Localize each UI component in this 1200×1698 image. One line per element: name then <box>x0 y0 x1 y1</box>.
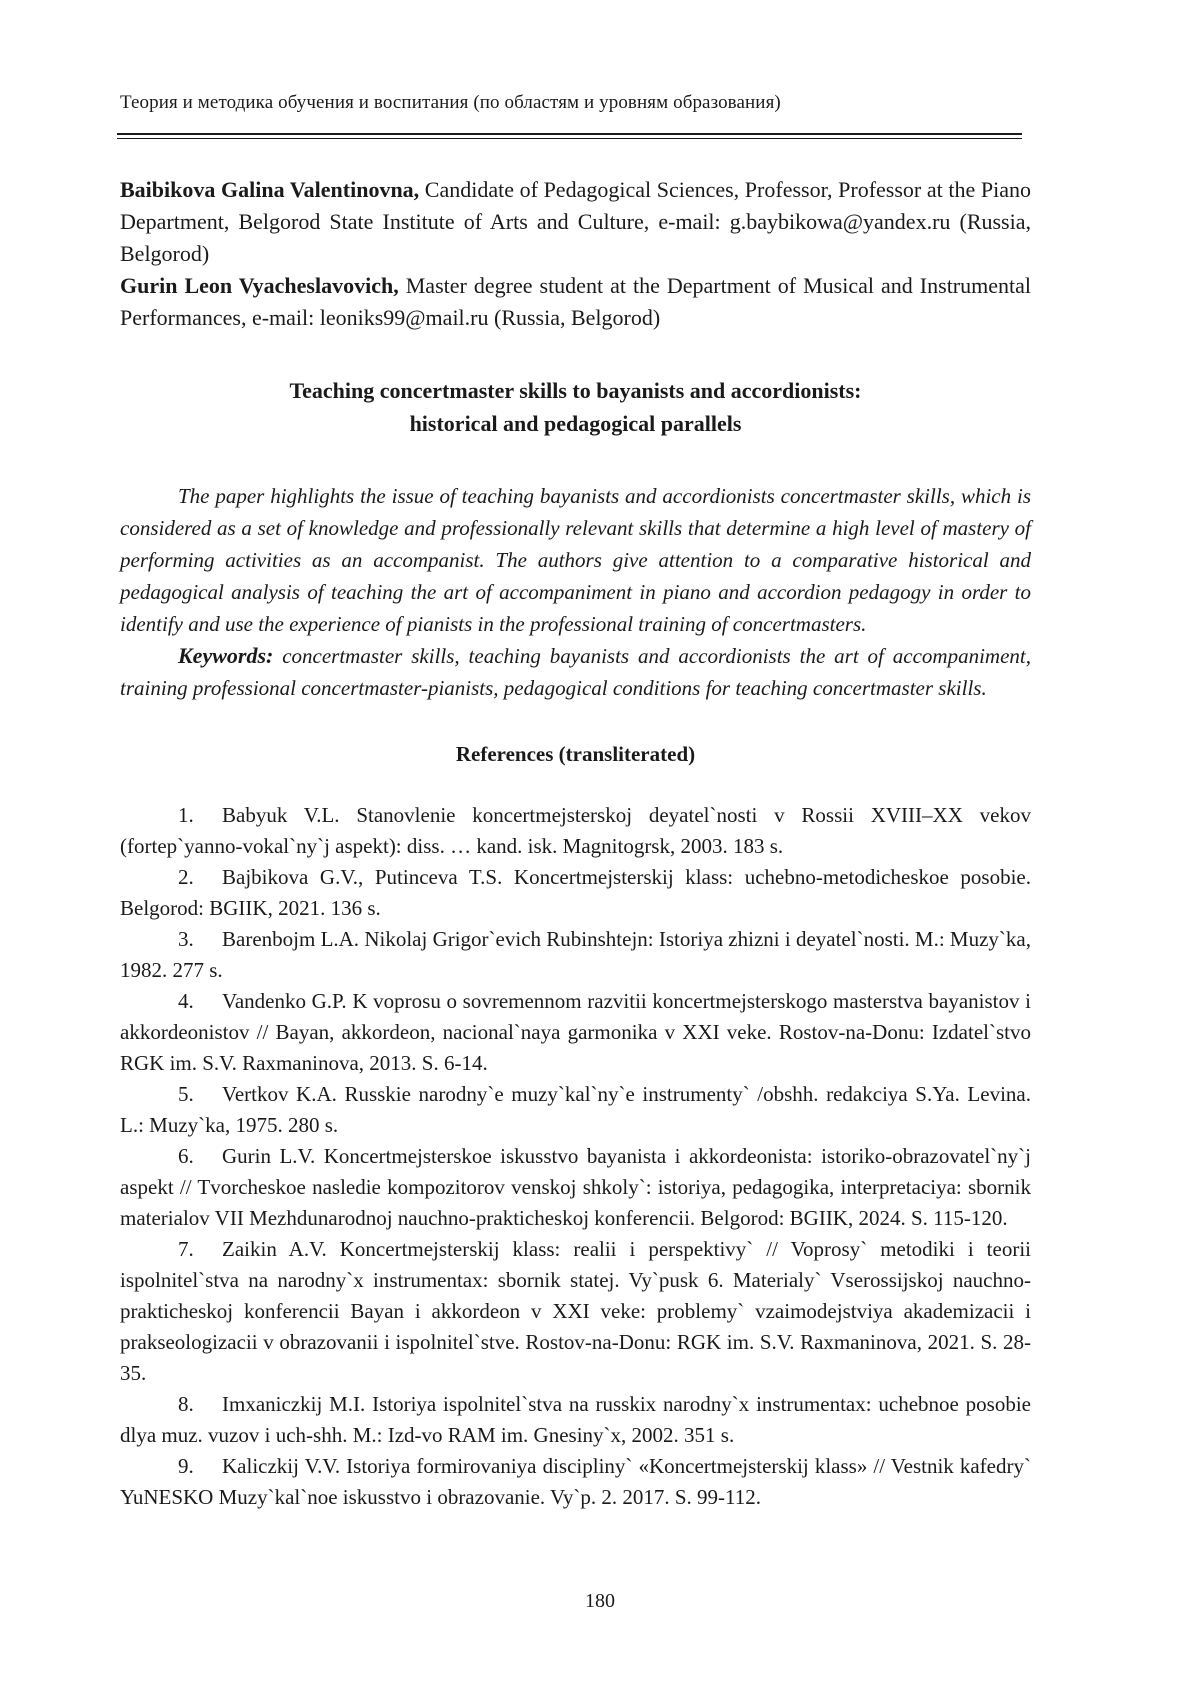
reference-text: Barenbojm L.A. Nikolaj Grigor`evich Rubinshtejn: Istoriya zhizni i deyatel`nosti. M.: Muzy`ka, 1982. 277 s. <box>120 927 1031 982</box>
reference-text: Gurin L.V. Koncertmejsterskoe iskusstvo bayanista i akkordeonista: istoriko-obrazovatel`ny`j aspekt // Tvorcheskoe nasledie kompozitorov venskoj shkoly`: istoriya, pedagogika, interpretaciya: sbornik materialov VII Mezhdunarodnoj nauchno-prakticheskoj konferencii. Belgorod: BGIIK, 2024. S. 115-120. <box>120 1144 1031 1230</box>
reference-text: Zaikin A.V. Koncertmejsterskij klass: realii i perspektivy` // Voprosy` metodiki i teorii ispolnitel`stva na narodny`x instrumentax: sbornik statej. Vy`pusk 6. Materialy` Vserossijskoj nauchno-prakticheskoj konferencii Bayan i akkordeon v XXI veke: problemy` vzaimodejstviya akademizacii i prakseologizacii v obrazovanii i ispolnitel`stve. Rostov-na-Donu: RGK im. S.V. Raxmaninova, 2021. S. 28-35. <box>120 1237 1031 1385</box>
author-2-name: Gurin Leon Vyacheslavovich, <box>120 273 399 298</box>
reference-text: Babyuk V.L. Stanovlenie koncertmejsterskoj deyatel`nosti v Rossii XVIII–XX vekov (fortep`yanno-vokal`ny`j aspekt): diss. … kand. isk. Magnitogrsk, 2003. 183 s. <box>120 803 1031 858</box>
reference-text: Bajbikova G.V., Putinceva T.S. Koncertmejsterskij klass: uchebno-metodicheskoe posobie. Belgorod: BGIIK, 2021. 136 s. <box>120 865 1031 920</box>
reference-number: 6. <box>178 1144 194 1168</box>
author-1-info: Candidate of Pedagogical Sciences, Professor, Professor at the Piano Department, Belgorod State Institute of Arts and Culture, e-mail: g.baybikowa@yandex.ru (Russia, Belgorod) <box>120 177 1031 266</box>
running-header: Теория и методика обучения и воспитания (по областям и уровням образования) <box>120 92 781 113</box>
references-list <box>120 800 1031 1513</box>
reference-item <box>120 862 1031 924</box>
reference-number: 8. <box>178 1392 194 1416</box>
reference-item <box>120 1451 1031 1513</box>
reference-number: 5. <box>178 1082 194 1106</box>
keywords <box>120 640 1031 704</box>
author-2 <box>120 270 1031 334</box>
header-rule-thick <box>117 133 1022 135</box>
paper-title <box>120 374 1031 440</box>
reference-number: 1. <box>178 803 194 827</box>
title-line-2: historical and pedagogical parallels <box>409 411 742 436</box>
reference-text: Vertkov K.A. Russkie narodny`e muzy`kal`ny`e instrumenty` /obshh. redakciya S.Ya. Levina. L.: Muzy`ka, 1975. 280 s. <box>120 1082 1031 1137</box>
reference-item <box>120 1389 1031 1451</box>
reference-text: Imxaniczkij M.I. Istoriya ispolnitel`stva na russkix narodny`x instrumentax: uchebnoe posobie dlya muz. vuzov i uch-shh. M.: Izd-vo RAM im. Gnesiny`x, 2002. 351 s. <box>120 1392 1031 1447</box>
reference-number: 2. <box>178 865 194 889</box>
page-number: 180 <box>585 1590 615 1612</box>
reference-item <box>120 800 1031 862</box>
reference-text: Vandenko G.P. K voprosu o sovremennom razvitii koncertmejsterskogo masterstva bayanistov i akkordeonistov // Bayan, akkordeon, nacional`naya garmonika v XXI veke. Rostov-na-Donu: Izdatel`stvo RGK im. S.V. Raxmaninova, 2013. S. 6-14. <box>120 989 1031 1075</box>
author-1 <box>120 174 1031 270</box>
abstract: The paper highlights the issue of teaching bayanists and accordionists concertmaster skills, which is considered as a set of knowledge and professionally relevant skills that determine a high level of mastery of performing activities as an accompanist. The authors give attention to a comparative historical and pedagogical analysis of teaching the art of accompaniment in piano and accordion pedagogy in order to identify and use the experience of pianists in the professional training of concertmasters. <box>120 484 1031 636</box>
reference-item <box>120 924 1031 986</box>
reference-number: 3. <box>178 927 194 951</box>
reference-item <box>120 1141 1031 1234</box>
reference-text: Kaliczkij V.V. Istoriya formirovaniya discipliny` «Koncertmejsterskij klass» // Vestnik kafedry` YuNESKO Muzy`kal`noe iskusstvo i obrazovanie. Vy`p. 2. 2017. S. 99-112. <box>120 1454 1031 1509</box>
reference-item <box>120 986 1031 1079</box>
header-rule-thin <box>117 138 1022 139</box>
author-2-info: Master degree student at the Department of Musical and Instrumental Performances, e-mail: leoniks99@mail.ru (Russia, Belgorod) <box>120 273 1031 330</box>
reference-number: 9. <box>178 1454 194 1478</box>
title-line-1: Teaching concertmaster skills to bayanists and accordionists: <box>289 378 862 403</box>
keywords-label: Keywords: <box>178 643 274 668</box>
reference-number: 7. <box>178 1237 194 1261</box>
reference-item <box>120 1079 1031 1141</box>
references-heading: References (transliterated) <box>455 742 696 766</box>
reference-item <box>120 1234 1031 1389</box>
keywords-text: concertmaster skills, teaching bayanists and accordionists the art of accompaniment, training professional concertmaster-pianists, pedagogical conditions for teaching concertmaster skills. <box>120 644 1031 700</box>
page-content <box>120 174 1031 1513</box>
reference-number: 4. <box>178 989 194 1013</box>
author-1-name: Baibikova Galina Valentinovna, <box>120 177 420 202</box>
